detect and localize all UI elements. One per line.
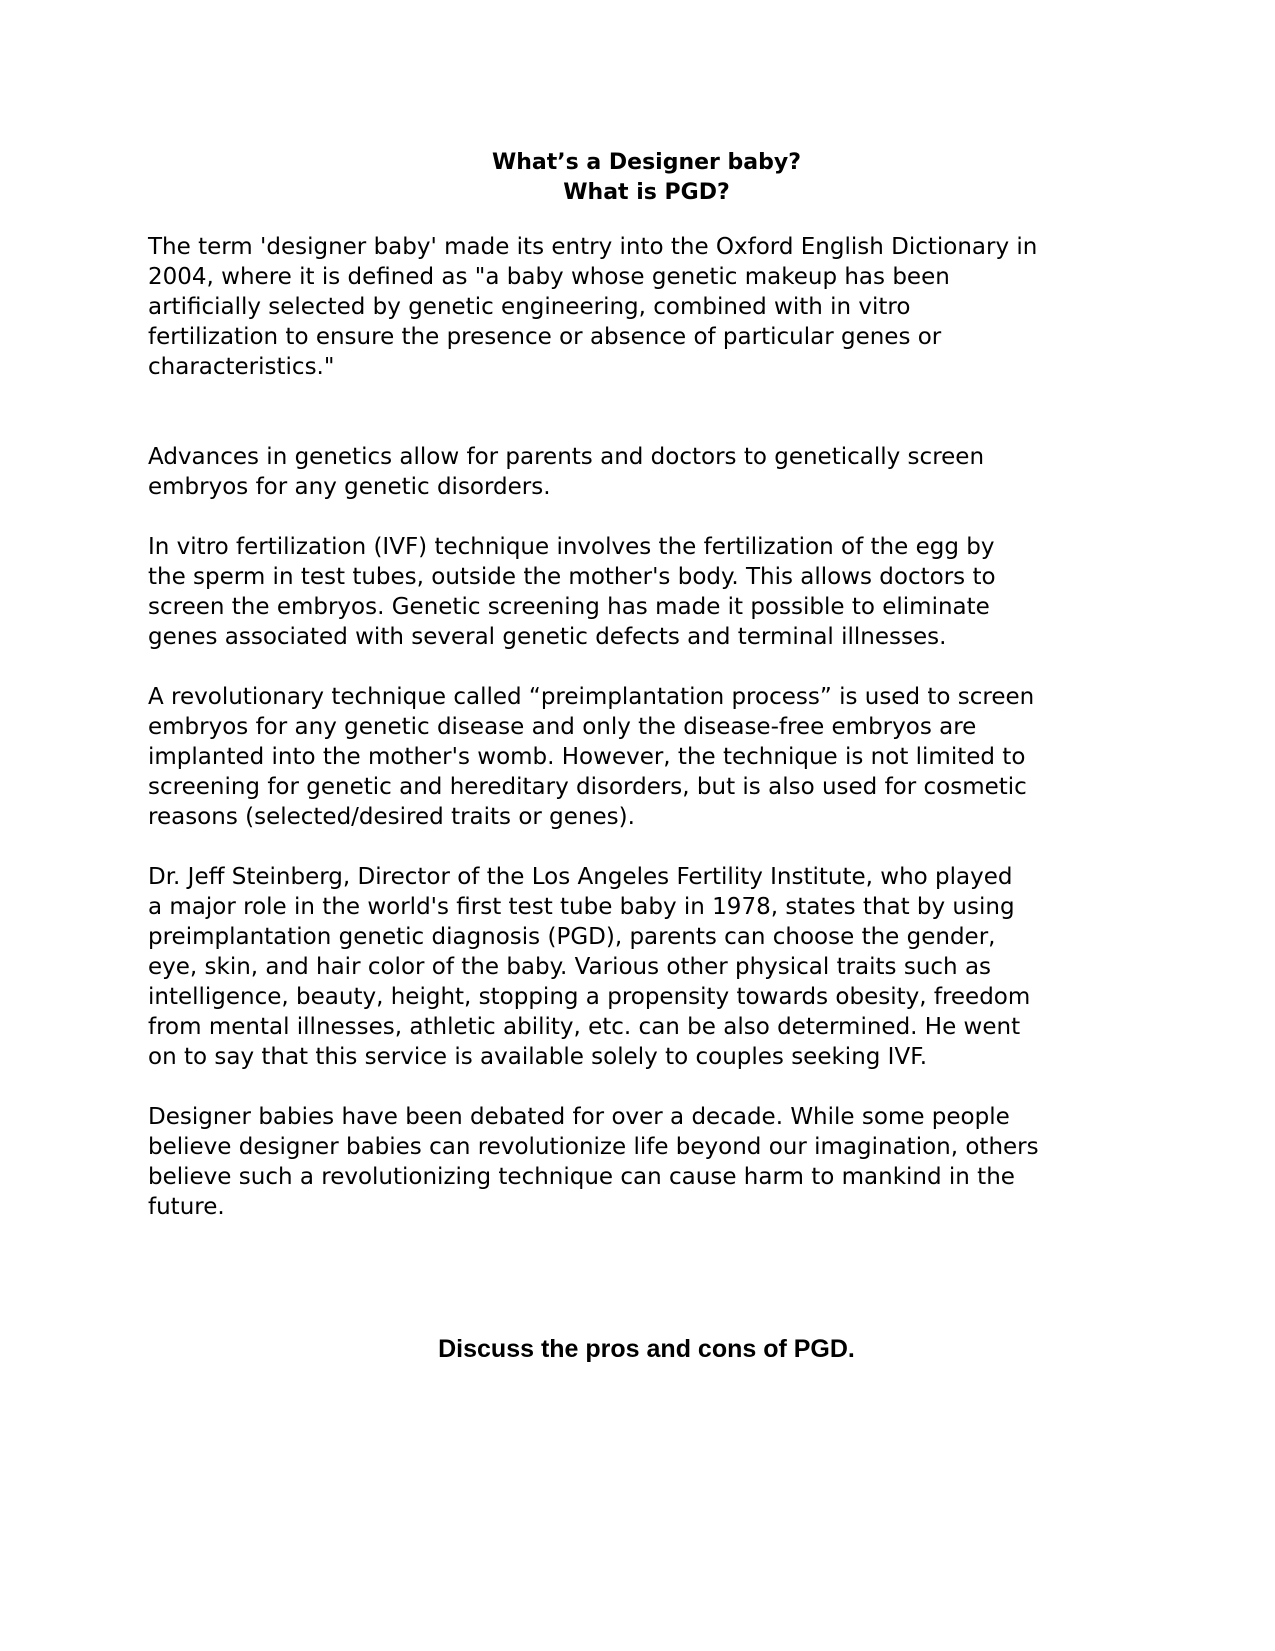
closing-prompt <box>0 1333 1275 1365</box>
closing-prompt-text: Discuss the pros and cons of PGD. <box>438 1335 855 1363</box>
document-body <box>148 232 1148 1252</box>
title-line-2: What is PGD? <box>563 180 730 205</box>
title-line-1: What’s a Designer baby? <box>491 150 801 175</box>
paragraph-definition: The term 'designer baby' made its entry into the Oxford English Dictionary in 2004, where it is defined as "a baby whose genetic makeup has been artificially selected by genetic engineering, combined with in vitro fertilization to ensure the presence or absence of particular genes or characteristics." <box>148 234 1038 380</box>
paragraph-steinberg: Dr. Jeff Steinberg, Director of the Los Angeles Fertility Institute, who played a major role in the world's first test tube baby in 1978, states that by using preimplantation genetic diagnosis (PGD), parents can choose the gender, eye, skin, and hair color of the baby. Various other physical traits such as intelligence, beauty, height, stopping a propensity towards obesity, freedom from mental illnesses, athletic ability, etc. can be also determined. He went on to say that this service is available solely to couples seeking IVF. <box>148 864 1031 1070</box>
document-title <box>0 148 1275 208</box>
paragraph-advances: Advances in genetics allow for parents and doctors to genetically screen embryos for any genetic disorders. <box>148 444 985 500</box>
paragraph-ivf: In vitro fertilization (IVF) technique involves the fertilization of the egg by the sperm in test tubes, outside the mother's body. This allows doctors to screen the embryos. Genetic screening has made it possible to eliminate genes associated with several genetic defects and terminal illnesses. <box>148 534 996 650</box>
paragraph-preimplantation: A revolutionary technique called “preimplantation process” is used to screen embryos for any genetic disease and only the disease-free embryos are implanted into the mother's womb. However, the technique is not limited to screening for genetic and hereditary disorders, but is also used for cosmetic reasons (selected/desired traits or genes). <box>148 684 1035 830</box>
paragraph-debate: Designer babies have been debated for over a decade. While some people believe designer babies can revolutionize life beyond our imagination, others believe such a revolutionizing technique can cause harm to mankind in the future. <box>148 1104 1039 1220</box>
